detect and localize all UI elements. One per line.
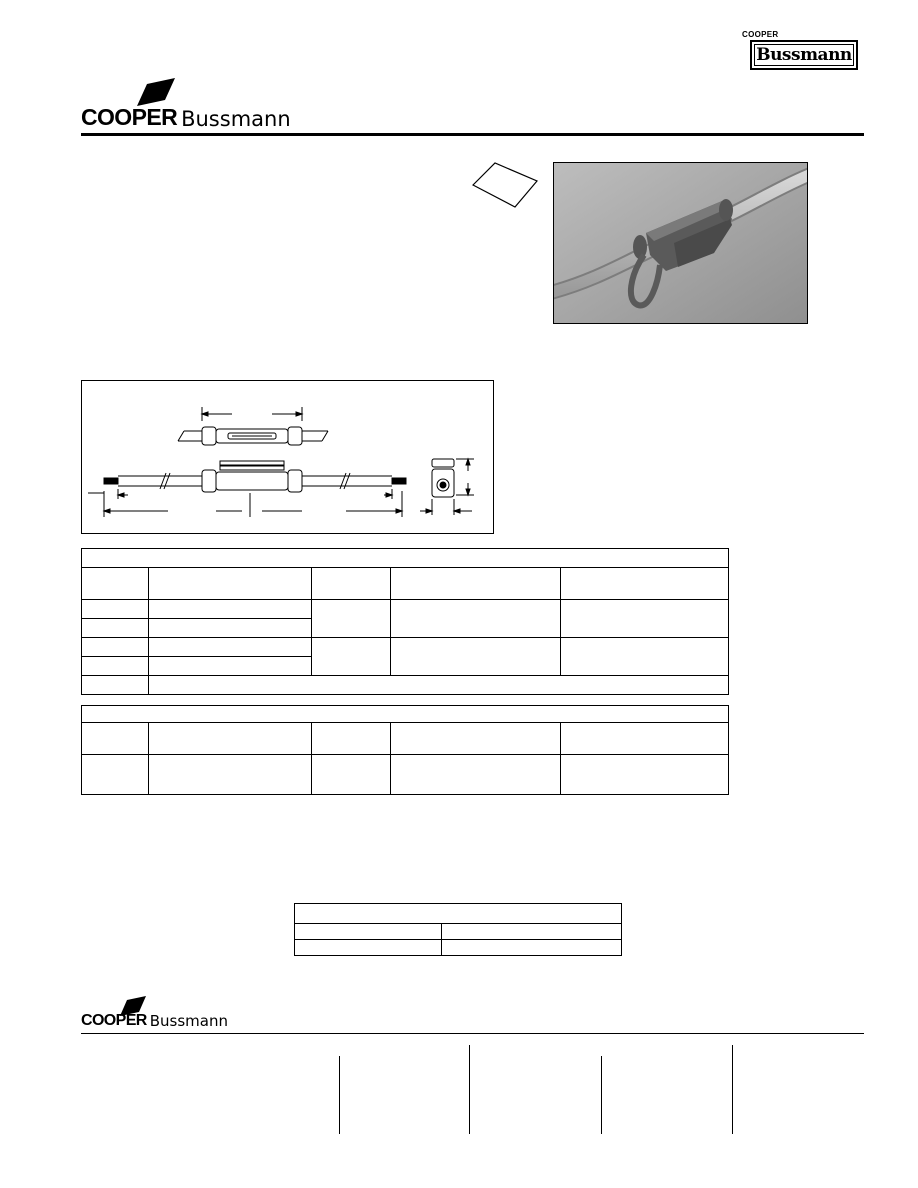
table-a-cell [149,600,312,619]
footer-brand-bussmann: Bussmann [149,1012,228,1030]
inline-fuse-holder-photo-icon [554,163,808,324]
table-a-header-cell [312,568,391,600]
table-b-header-cell [149,723,312,755]
table-a-header-cell [391,568,561,600]
cooper-logo-slash-icon [133,78,177,106]
table-a-cell [312,600,391,638]
product-photo [553,162,808,324]
table-a-cell [149,619,312,638]
table-a-cell [82,657,149,676]
brand-bussmann: Bussmann [181,107,291,131]
table-a-cell [82,600,149,619]
table-a-cell [312,638,391,676]
header-rule [81,133,864,136]
table-a-title-cell [82,549,729,568]
table-a-cell [561,638,729,676]
corner-logo-box [750,40,858,70]
table-b-title-cell [82,706,729,723]
table-c-cell [295,940,442,956]
table-b-header-cell [391,723,561,755]
specification-table [81,548,729,695]
table-b-cell [561,755,729,795]
table-b-header-cell [561,723,729,755]
small-table [294,903,622,956]
table-c-title-cell [295,904,622,924]
table-b-cell [312,755,391,795]
diamond-badge-icon [470,160,540,210]
table-a-cell [82,638,149,657]
accessory-table [81,705,729,795]
footer-column-divider [469,1045,470,1134]
footer-column-divider [339,1056,340,1134]
table-b-cell [391,755,561,795]
table-a-cell [82,676,149,695]
table-a-note-cell [149,676,729,695]
table-a-cell [561,600,729,638]
table-a-cell [391,638,561,676]
dimension-drawing [81,380,494,534]
fuse-holder-drawing-icon [82,381,495,535]
table-a-cell [149,638,312,657]
brand-cooper: COOPER [81,104,178,130]
table-a-header-cell [149,568,312,600]
footer-column-divider [732,1045,733,1134]
footer-rule [81,1033,864,1034]
table-a-cell [391,600,561,638]
corner-logo-word: Bussmann [756,45,852,65]
table-a-cell [149,657,312,676]
table-a-header-cell [82,568,149,600]
table-a-header-cell [561,568,729,600]
footer-column-divider [601,1056,602,1134]
table-b-cell [82,755,149,795]
footer-cooper-bussmann-logo [81,996,261,1034]
table-c-cell [442,940,622,956]
table-c-header-cell [442,924,622,940]
cooper-bussmann-logo [81,78,321,131]
corner-bussmann-logo [738,22,864,74]
table-b-header-cell [82,723,149,755]
table-b-header-cell [312,723,391,755]
table-a-cell [82,619,149,638]
corner-logo-cooper-text: COOPER [742,30,779,39]
table-c-header-cell [295,924,442,940]
footer-brand-cooper: COOPER [81,1012,147,1029]
table-b-cell [149,755,312,795]
